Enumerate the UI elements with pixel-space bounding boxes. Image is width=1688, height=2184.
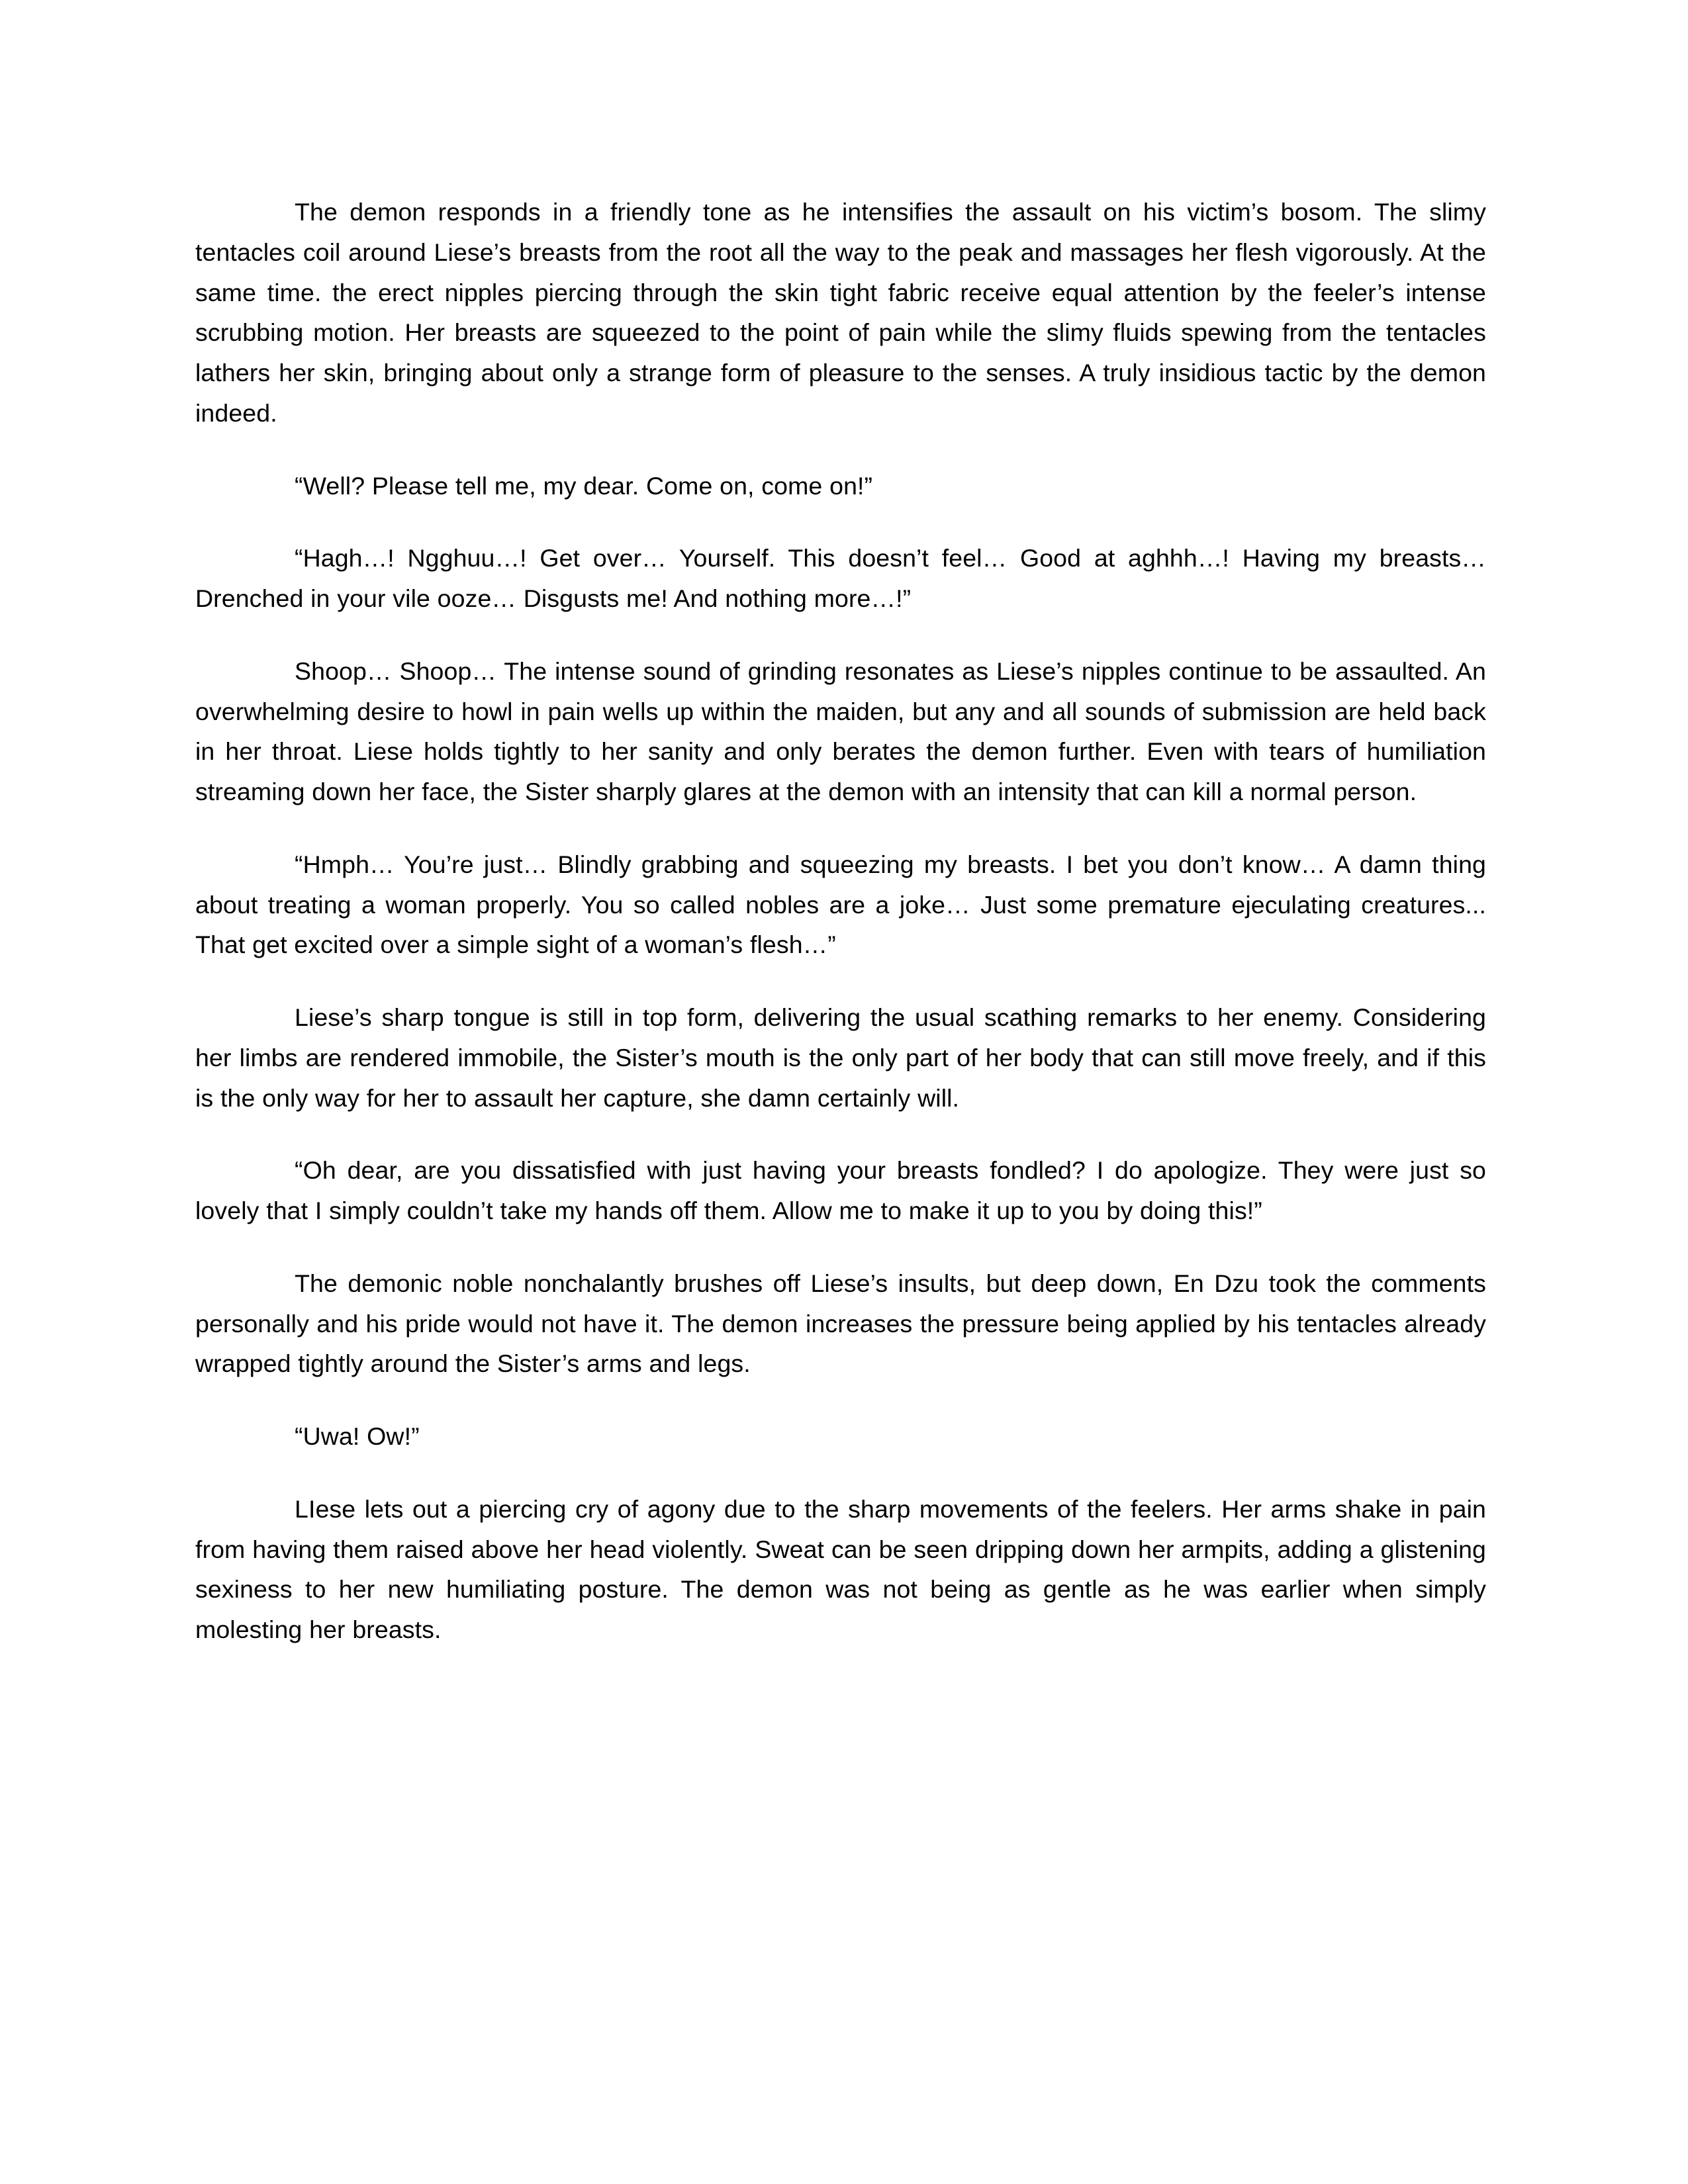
document-body (195, 192, 1486, 1650)
paragraph: Shoop… Shoop… The intense sound of grinding resonates as Liese’s nipples continue to be assaulted. An overwhelming desire to howl in pain wells up within the maiden, but any and all sounds of submission are held back in her throat. Liese holds tightly to her sanity and only berates the demon further. Even with tears of humiliation streaming down her face, the Sister sharply glares at the demon with an intensity that can kill a normal person. (195, 657, 1486, 805)
paragraph: “Hagh…! Ngghuu…! Get over… Yourself. This doesn’t feel… Good at aghhh…! Having my breasts… Drenched in your vile ooze… Disgusts me! And nothing more…!” (195, 544, 1486, 612)
paragraph: The demonic noble nonchalantly brushes off Liese’s insults, but deep down, En Dzu took the comments personally and his pride would not have it. The demon increases the pressure being applied by his tentacles already wrapped tightly around the Sister’s arms and legs. (195, 1269, 1486, 1378)
paragraph: “Hmph… You’re just… Blindly grabbing and squeezing my breasts. I bet you don’t know… A damn thing about treating a woman properly. You so called nobles are a joke… Just some premature ejeculating creatures... That get excited over a simple sight of a woman’s flesh…” (195, 850, 1486, 959)
paragraph: “Oh dear, are you dissatisfied with just having your breasts fondled? I do apologize. They were just so lovely that I simply couldn’t take my hands off them. Allow me to make it up to you by doing this!” (195, 1156, 1486, 1224)
paragraph: The demon responds in a friendly tone as he intensifies the assault on his victim’s bosom. The slimy tentacles coil around Liese’s breasts from the root all the way to the peak and massages her flesh vigorously. At the same time. the erect nipples piercing through the skin tight fabric receive equal attention by the feeler’s intense scrubbing motion. Her breasts are squeezed to the point of pain while the slimy fluids spewing from the tentacles lathers her skin, bringing about only a strange form of pleasure to the senses. A truly insidious tactic by the demon indeed. (195, 198, 1486, 427)
paragraph: Liese’s sharp tongue is still in top form, delivering the usual scathing remarks to her enemy. Considering her limbs are rendered immobile, the Sister’s mouth is the only part of her body that can still move freely, and if this is the only way for her to assault her capture, she damn certainly will. (195, 1003, 1486, 1112)
paragraph: LIese lets out a piercing cry of agony due to the sharp movements of the feelers. Her arms shake in pain from having them raised above her head violently. Sweat can be seen dripping down her armpits, adding a glistening sexiness to her new humiliating posture. The demon was not being as gentle as he was earlier when simply molesting her breasts. (195, 1494, 1486, 1643)
paragraph: “Uwa! Ow!” (295, 1422, 420, 1450)
paragraph: “Well? Please tell me, my dear. Come on, come on!” (295, 471, 873, 500)
